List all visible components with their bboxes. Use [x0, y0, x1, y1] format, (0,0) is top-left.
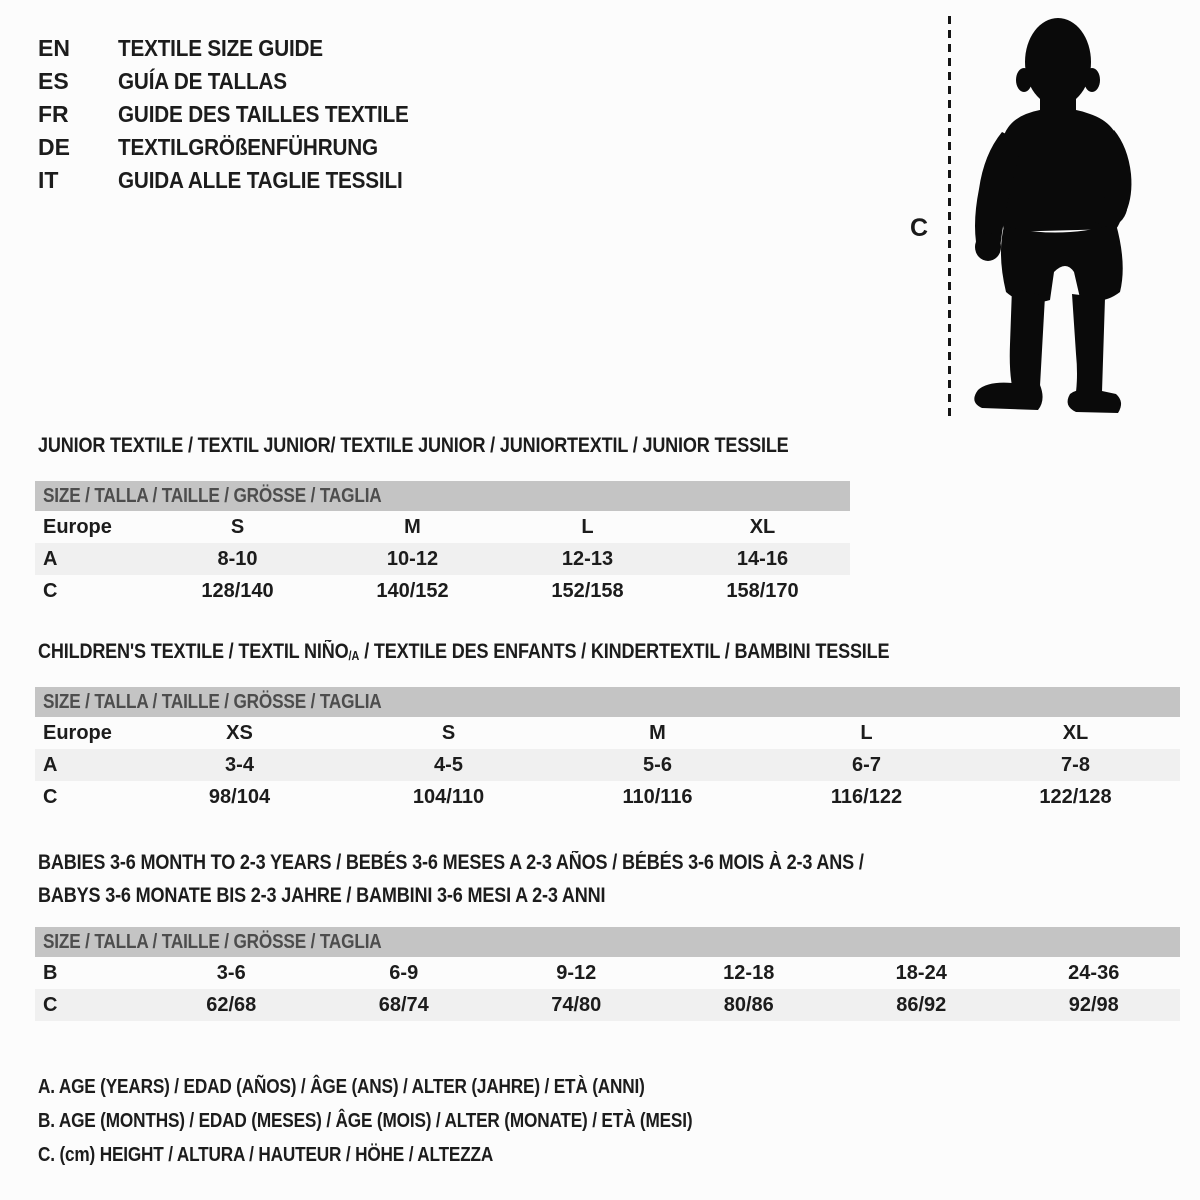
table-header-bar: SIZE / TALLA / TAILLE / GRÖSSE / TAGLIA — [35, 481, 850, 511]
language-title: TEXTILE SIZE GUIDE — [118, 35, 323, 61]
table-row-height — [35, 781, 1180, 813]
height-measure-label: C — [910, 214, 929, 242]
size-cell: S — [441, 722, 456, 744]
size-cell: S — [230, 516, 245, 538]
language-code: ES — [38, 68, 69, 94]
height-cell: 140/152 — [376, 580, 449, 602]
language-row — [38, 164, 441, 197]
table-row-height — [35, 575, 850, 607]
height-cell: 62/68 — [206, 994, 257, 1016]
height-dashed-line — [948, 16, 951, 416]
language-row — [38, 32, 441, 65]
size-cell: L — [860, 722, 873, 744]
language-title: TEXTILGRÖßENFÜHRUNG — [118, 134, 378, 160]
height-cell: 104/110 — [412, 786, 485, 808]
language-code: FR — [38, 101, 69, 127]
heading-subscript: /A — [348, 649, 360, 664]
language-header-block — [38, 32, 441, 197]
language-row — [38, 98, 441, 131]
table-row-europe — [35, 717, 1180, 749]
language-code: DE — [38, 134, 70, 160]
size-table-babies — [35, 927, 1180, 1021]
age-cell: 14-16 — [736, 548, 789, 570]
table-row-europe — [35, 511, 850, 543]
size-table-junior — [35, 481, 850, 607]
section-heading-junior: JUNIOR TEXTILE / TEXTIL JUNIOR/ TEXTILE JUNIOR / JUNIORTEXTIL / JUNIOR TESSILE — [38, 434, 789, 457]
height-cell: 86/92 — [896, 994, 947, 1016]
age-cell: 7-8 — [1061, 754, 1090, 776]
age-cell: 6-9 — [389, 962, 419, 984]
language-code: EN — [38, 35, 70, 61]
section-heading-babies: BABIES 3-6 MONTH TO 2-3 YEARS / BEBÉS 3-6 MESES A 2-3 AÑOS / BÉBÉS 3-6 MOIS À 2-3 ANS / BABYS 3-6 MONATE BIS 2-3 JAHRE / BAMBINI 3-6 MESI A 2-3 ANNI — [38, 851, 864, 907]
row-label: Europe — [43, 516, 112, 538]
table-row-age-months — [35, 957, 1180, 989]
table-header-bar: SIZE / TALLA / TAILLE / GRÖSSE / TAGLIA — [35, 927, 1180, 957]
age-cell: 10-12 — [386, 548, 439, 570]
language-code: IT — [38, 167, 59, 193]
height-cell: 122/128 — [1039, 786, 1112, 808]
size-cell: M — [404, 516, 421, 538]
height-cell: 98/104 — [208, 786, 271, 808]
age-cell: 24-36 — [1068, 962, 1120, 984]
table-row-age — [35, 543, 850, 575]
row-label: A — [43, 754, 58, 776]
size-cell: XL — [1062, 722, 1089, 744]
legend-line-c: C. (cm) HEIGHT / ALTURA / HAUTEUR / HÖHE / ALTEZZA — [38, 1144, 494, 1166]
age-cell: 18-24 — [895, 962, 947, 984]
age-cell: 12-18 — [723, 962, 775, 984]
size-cell: M — [649, 722, 666, 744]
size-cell: XS — [226, 722, 253, 744]
language-title: GUIDA ALLE TAGLIE TESSILI — [118, 167, 403, 193]
legend-block — [38, 1070, 799, 1172]
row-label: A — [43, 548, 58, 570]
table-row-age — [35, 749, 1180, 781]
age-cell: 5-6 — [643, 754, 672, 776]
age-cell: 8-10 — [217, 548, 258, 570]
language-title: GUÍA DE TALLAS — [118, 68, 287, 94]
height-cell: 152/158 — [551, 580, 624, 602]
height-cell: 68/74 — [378, 994, 429, 1016]
section-heading-children: CHILDREN'S TEXTILE / TEXTIL NIÑO/A / TEXTILE DES ENFANTS / KINDERTEXTIL / BAMBINI TESSILE — [38, 640, 890, 664]
height-cell: 158/170 — [726, 580, 799, 602]
age-cell: 9-12 — [556, 962, 597, 984]
height-cell: 74/80 — [551, 994, 602, 1016]
size-table-children — [35, 687, 1180, 813]
age-cell: 12-13 — [561, 548, 614, 570]
age-cell: 3-4 — [225, 754, 254, 776]
height-cell: 92/98 — [1068, 994, 1119, 1016]
row-label: Europe — [43, 722, 112, 744]
language-row — [38, 131, 441, 164]
size-cell: L — [581, 516, 594, 538]
height-cell: 110/116 — [622, 786, 693, 808]
age-cell: 4-5 — [434, 754, 463, 776]
age-cell: 6-7 — [852, 754, 881, 776]
row-label: C — [43, 580, 58, 602]
row-label: B — [43, 962, 58, 984]
legend-line-b: B. AGE (MONTHS) / EDAD (MESES) / ÂGE (MOIS) / ALTER (MONATE) / ETÀ (MESI) — [38, 1110, 693, 1132]
language-row — [38, 65, 441, 98]
row-label: C — [43, 786, 58, 808]
row-label: C — [43, 994, 58, 1016]
legend-line-a: A. AGE (YEARS) / EDAD (AÑOS) / ÂGE (ANS) / ALTER (JAHRE) / ETÀ (ANNI) — [38, 1076, 645, 1098]
size-cell: XL — [749, 516, 776, 538]
table-header-bar: SIZE / TALLA / TAILLE / GRÖSSE / TAGLIA — [35, 687, 1180, 717]
height-cell: 128/140 — [201, 580, 274, 602]
language-title: GUIDE DES TAILLES TEXTILE — [118, 101, 409, 127]
age-cell: 3-6 — [216, 962, 246, 984]
height-cell: 80/86 — [723, 994, 774, 1016]
height-cell: 116/122 — [830, 786, 903, 808]
toddler-silhouette-icon — [966, 14, 1136, 416]
table-row-height — [35, 989, 1180, 1021]
